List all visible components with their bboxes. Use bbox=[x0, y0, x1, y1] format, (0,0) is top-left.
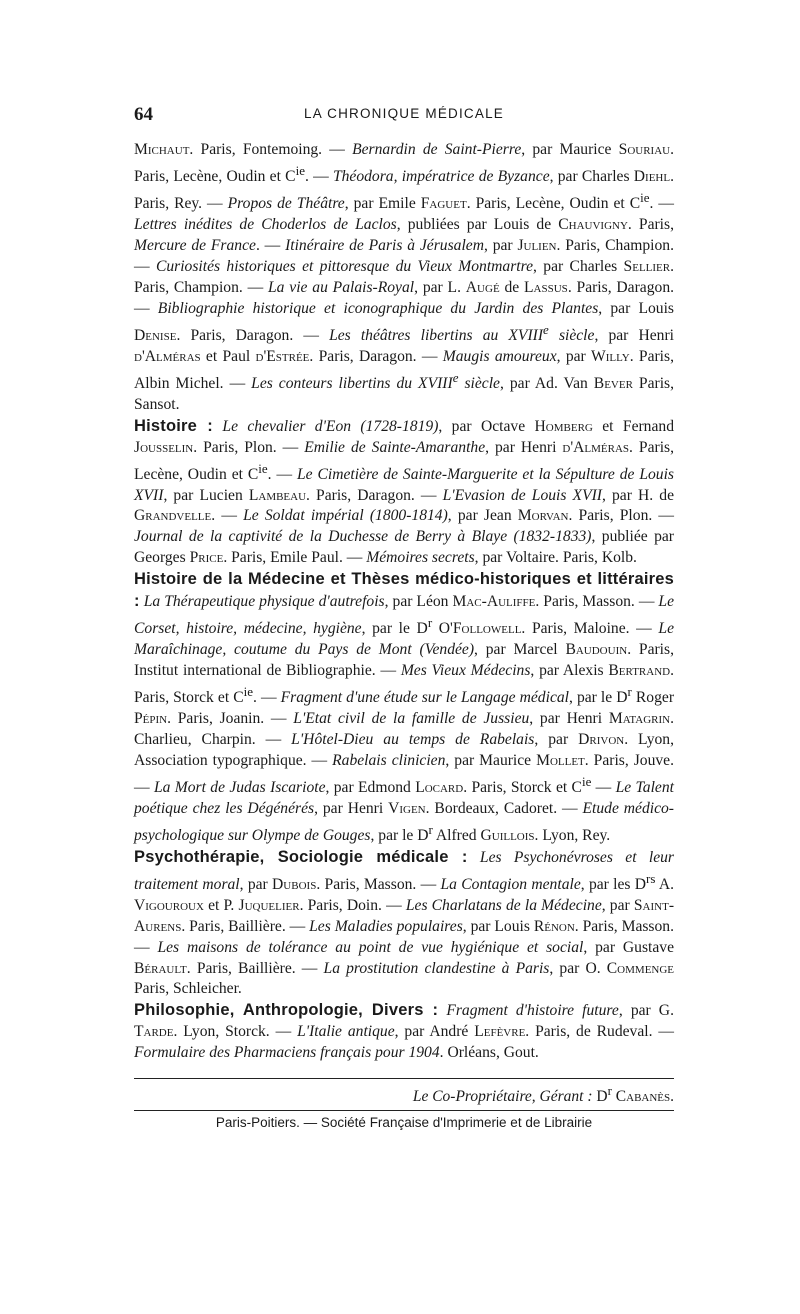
section-philosophie bbox=[134, 1000, 674, 1064]
body-text bbox=[134, 140, 674, 1064]
page-number: 64 bbox=[134, 104, 153, 125]
section-histoire bbox=[134, 416, 674, 570]
section-text: La Thérapeutique physique d'autrefois, par Léon Mac-Auliffe. Paris, Masson. — Le Corset, histoire, médecine, hygiène, par le $D^r$ O'Followell. Paris, Maloine. — Le Maraîchinage, coutume du Pays de Mont (Vendée), par Marcel Baudouin. Paris, Institut international de Bibliographie. — Mes Vieux Médecins, par Alexis Bertrand. Paris, Storck et $C^{ie}$. — Fragment d'une étude sur le Langage médical, par le $D^r$ Roger Pépin. Paris, Joanin. — L'Etat civil de la famille de Jussieu, par Henri Matagrin. Charlieu, Charpin. — L'Hôtel-Dieu au temps de Rabelais, par Drivon. Lyon, Association typographique. — Rabelais clinicien, par Maurice Mollet. Paris, Jouve. — La Mort de Judas Iscariote, par Edmond Locard. Paris, Storck et $C^{ie}$ — Le Talent poétique chez les Dégénérés, par Henri Vigen. Bordeaux, Cadoret. — Etude médico-psychologique sur Olympe de Gouges, par le $D^r$ Alfred Guillois. Lyon, Rey. bbox=[134, 593, 675, 844]
section-heading: Histoire de la Médecine et Thèses médico-historiques et littéraires : bbox=[134, 570, 674, 611]
page-header bbox=[134, 104, 674, 140]
section-heading: Histoire : bbox=[134, 416, 214, 435]
section-text: Le chevalier d'Eon (1728-1819), par Octave Homberg et Fernand Jousselin. Paris, Plon. — Emilie de Sainte-Amaranthe, par Henri d'Alméras. Paris, Lecène, Oudin et $C^{ie}$. — Le Cimetière de Sainte-Marguerite et la Sépulture de Louis XVII, par Lucien Lambeau. Paris, Daragon. — L'Evasion de Louis XVII, par H. de Grandvelle. — Le Soldat impérial (1800-1814), par Jean Morvan. Paris, Plon. — Journal de la captivité de la Duchesse de Berry à Blaye (1832-1833), publiée par Georges Price. Paris, Emile Paul. — Mémoires secrets, par Voltaire. Paris, Kolb. bbox=[134, 417, 675, 567]
running-title: LA CHRONIQUE MÉDICALE bbox=[304, 106, 504, 121]
section-continuation bbox=[134, 140, 674, 416]
section-heading: Philosophie, Anthropologie, Divers : bbox=[134, 1001, 439, 1020]
section-text: Michaut. Paris, Fontemoing. — Bernardin de Saint-Pierre, par Maurice Souriau. Paris, Lecène, Oudin et $C^{ie}$. — Théodora, impératrice de Byzance, par Charles Diehl. Paris, Rey. — Propos de Théâtre, par Emile Faguet. Paris, Lecène, Oudin et $C^{ie}$. — Lettres inédites de Choderlos de Laclos, publiées par Louis de Chauvigny. Paris, Mercure de France. — Itinéraire de Paris à Jérusalem, par Julien. Paris, Champion. — Curiosités historiques et pittoresque du Vieux Montmartre, par Charles Sellier. Paris, Champion. — La vie au Palais-Royal, par L. Augé de Lassus. Paris, Daragon. — Bibliographie historique et iconographique du Jardin des Plantes, par Louis Denise. Paris, Daragon. — Les théâtres libertins au XVIIIe siècle, par Henri d'Alméras et Paul d'Estrée. Paris, Daragon. — Maugis amoureux, par Willy. Paris, Albin Michel. — Les conteurs libertins du XVIIIe siècle, par Ad. Van Bever Paris, Sansot. bbox=[134, 141, 675, 413]
section-histoire-medecine bbox=[134, 569, 674, 847]
section-psychotherapie bbox=[134, 847, 674, 1001]
signature-name: $D^r$ Cabanès. bbox=[596, 1083, 674, 1106]
signature-line bbox=[134, 1078, 674, 1106]
signature-title: Le Co-Propriétaire, Gérant : bbox=[412, 1088, 593, 1106]
section-text: Fragment d'histoire future, par G. Tarde. Lyon, Storck. — L'Italie antique, par André Lefèvre. Paris, de Rudeval. — Formulaire des Pharmaciens français pour 1904. Orléans, Gout. bbox=[134, 1002, 674, 1062]
printer-line: Paris-Poitiers. — Société Française d'Imprimerie et de Librairie bbox=[134, 1110, 674, 1130]
section-text: Les Psychonévroses et leur traitement moral, par Dubois. Paris, Masson. — La Contagion mentale, par les $D^{rs}$ A. Vigouroux et P. Juquelier. Paris, Doin. — Les Charlatans de la Médecine, par Saint-Aurens. Paris, Baillière. — Les Maladies populaires, par Louis Rénon. Paris, Masson. — Les maisons de tolérance au point de vue hygiénique et social, par Gustave Bérault. Paris, Baillière. — La prostitution clandestine à Paris, par O. Commenge Paris, Schleicher. bbox=[134, 848, 675, 998]
section-heading: Psychothérapie, Sociologie médicale : bbox=[134, 847, 468, 866]
